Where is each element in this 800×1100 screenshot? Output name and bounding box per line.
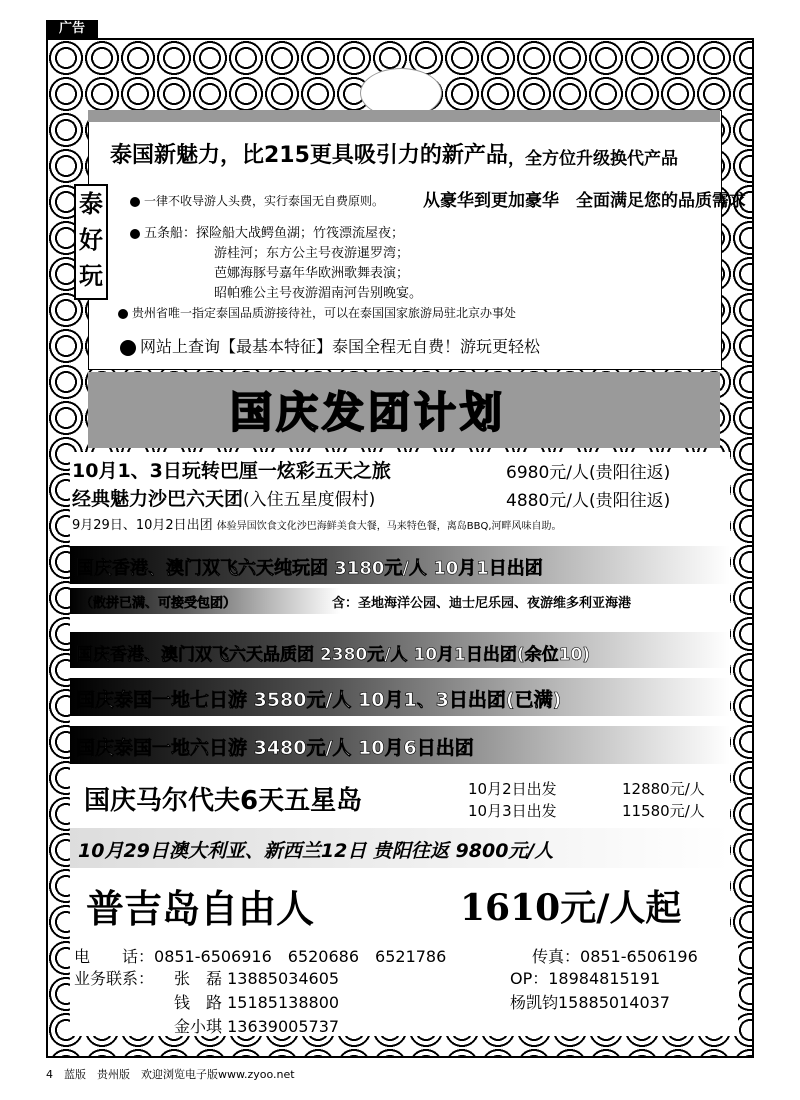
ad-label: 广告 <box>46 20 98 38</box>
sabah-dates <box>72 514 562 533</box>
bullet-icon <box>130 197 140 207</box>
boats-label: 五条船： <box>144 226 197 241</box>
bullet-no-fee <box>130 192 384 209</box>
bullet-agency-text: 贵州省唯一指定泰国品质游接待社，可以在泰国国家旅游局驻北京办事处 <box>132 306 517 320</box>
boats-block <box>130 222 404 241</box>
headline: 泰国新魅力，比215更具吸引力的新产品 <box>110 143 508 168</box>
tour-bali: 10月1、3日玩转巴厘一炫彩五天之旅 <box>72 460 391 482</box>
tour-bali-price: 6980元/人(贵阳往返) <box>506 463 671 483</box>
page-footer: 4 蓝版 贵州版 欢迎浏览电子版www.zyoo.net <box>46 1068 295 1081</box>
phuket-price: 1610元/人起 <box>460 887 682 929</box>
maldives-date-1: 10月2日出发 <box>468 780 557 798</box>
thailand-7-day: 国庆泰国一地七日游 3580元/人 10月1、3日出团(已满) <box>76 689 562 711</box>
tel-number: 0851-6506916 6520686 6521786 <box>154 947 447 966</box>
tour-sabah-name: 经典魅力沙巴六天团 <box>72 488 244 510</box>
maldives-date-2: 10月3日出发 <box>468 802 557 820</box>
brand-char-3: 玩 <box>79 261 103 290</box>
boat-line-2: 游桂河；东方公主号夜游暹罗湾； <box>214 246 410 261</box>
banner-title: 国庆发团计划 <box>230 388 507 437</box>
bullet-agency <box>118 304 516 321</box>
hk-tour-2: 国庆香港、澳门双飞六天品质团 2380元/人 10月1日出团(余位10) <box>76 645 591 665</box>
bullet-website-text: 网站上查询【最基本特征】泰国全程无自费！游玩更轻松 <box>140 337 541 356</box>
top-box-bar <box>88 110 720 122</box>
fax-number: 0851-6506196 <box>580 947 698 966</box>
tour-sabah-note: (入住五星度假村) <box>243 490 376 510</box>
contact-op: OP：18984815191 <box>510 969 661 988</box>
bullet-icon <box>120 340 136 356</box>
slogan: 从豪华到更加豪华 全面满足您的品质需求 <box>423 191 746 211</box>
contact-person-4: 杨凯钧15885014037 <box>510 993 670 1012</box>
phuket-title: 普吉岛自由人 <box>86 887 315 931</box>
bullet-icon <box>118 309 128 319</box>
fax-label: 传真： <box>532 947 581 966</box>
hk-tour-1: 国庆香港、澳门双飞六天纯玩团 3180元/人 10月1日出团 <box>76 558 543 579</box>
brand-char-2: 好 <box>79 225 103 254</box>
australia-tour: 10月29日澳大利亚、新西兰12日 贵阳往返 9800元/人 <box>78 840 554 862</box>
contact-person-3: 金小琪 13639005737 <box>174 1017 340 1036</box>
tel-row <box>74 944 446 967</box>
sabah-desc: 体验异国饮食文化沙巴海鲜美食大餐，马来特色餐，离岛BBQ,河畔风味自助。 <box>216 521 562 532</box>
bullet-website <box>120 334 540 357</box>
hk-tour-1-sub: （散拼已满、可接受包团） <box>80 596 237 611</box>
brand-vertical <box>74 184 108 300</box>
maldives-price-2: 11580元/人 <box>622 802 705 820</box>
hk-tour-1-includes: 含：圣地海洋公园、迪士尼乐园、夜游维多利亚海港 <box>332 596 632 611</box>
maldives-title: 国庆马尔代夫6天五星岛 <box>84 786 363 816</box>
bullet-icon <box>130 229 140 239</box>
fax-row <box>532 944 698 967</box>
thailand-6-day: 国庆泰国一地六日游 3480元/人 10月6日出团 <box>76 737 474 759</box>
boat-line-3: 芭娜海豚号嘉年华欧洲歌舞表演； <box>214 266 410 281</box>
biz-label: 业务联系： <box>74 969 155 988</box>
maldives-price-1: 12880元/人 <box>622 780 705 798</box>
contact-person-1: 张 磊 13885034605 <box>174 969 340 988</box>
bullet-no-fee-text: 一律不收导游人头费，实行泰国无自费原则。 <box>144 194 385 208</box>
tour-sabah-price: 4880元/人(贵阳往返) <box>506 491 671 511</box>
sabah-dates-text: 9月29日、10月2日出团 <box>72 518 213 533</box>
brand-char-1: 泰 <box>79 189 103 218</box>
headline-right: ，全方位升级换代产品 <box>508 149 678 169</box>
contact-person-2: 钱 路 15185138800 <box>174 993 340 1012</box>
tel-label: 电 话： <box>74 947 155 966</box>
boat-line-4: 昭帕雅公主号夜游湄南河告别晚宴。 <box>214 286 423 301</box>
tour-sabah <box>72 484 375 511</box>
boat-line-1: 探险船大战鳄鱼湖；竹筏漂流屋夜； <box>196 226 405 241</box>
